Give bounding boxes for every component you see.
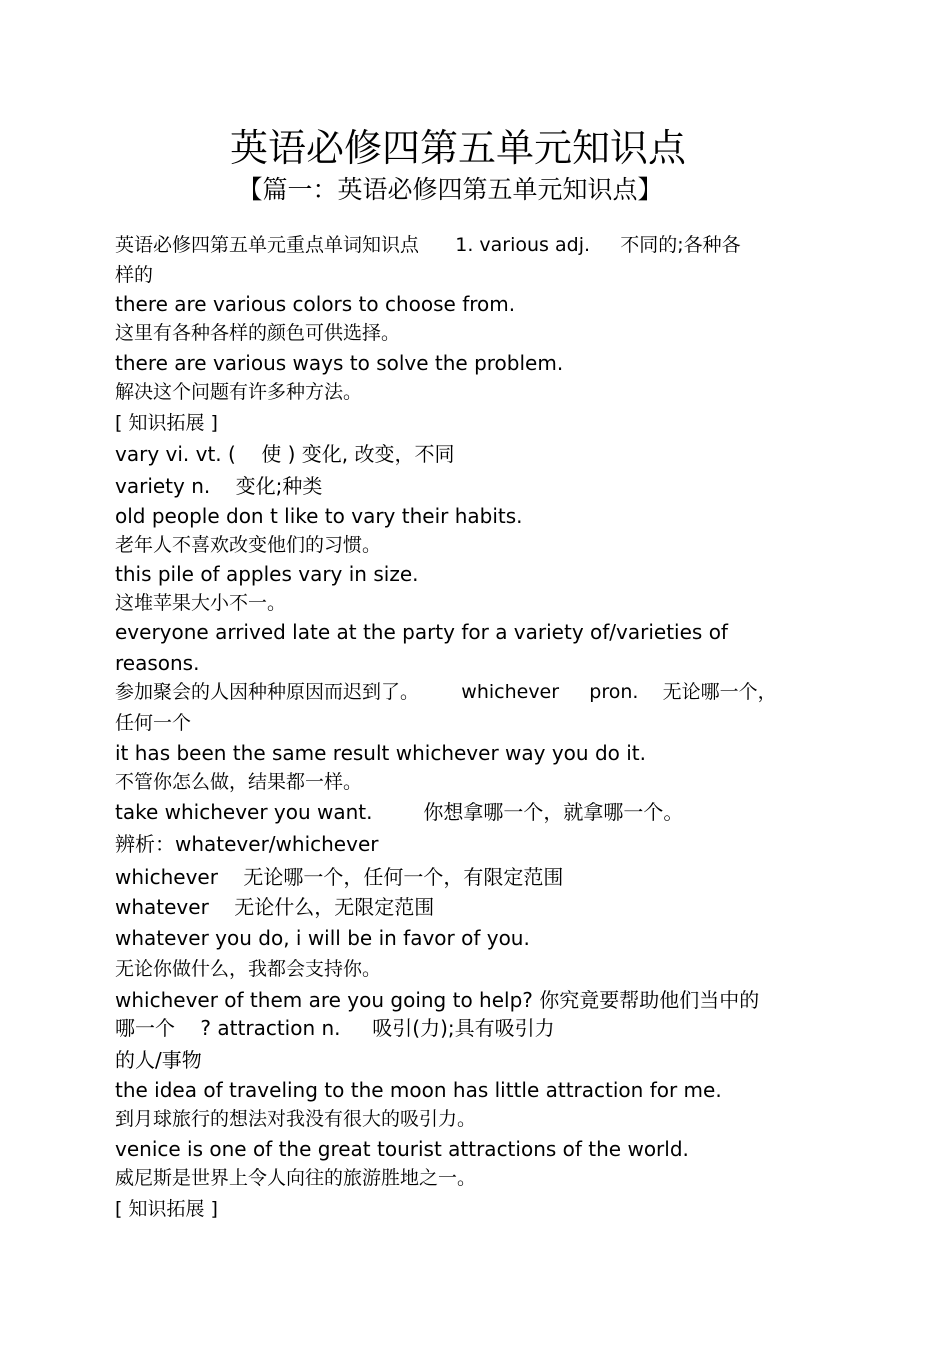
text-line: variety n. 变化;种类 (115, 474, 323, 498)
text-line: vary vi. vt. ( 使 ) 变化, 改变，不同 (115, 442, 455, 466)
text-line: 老年人不喜欢改变他们的习惯。 (115, 534, 382, 556)
text-line: everyone arrived late at the party for a variety of/varieties of (115, 620, 728, 644)
text-line: there are various ways to solve the problem. (115, 351, 564, 375)
document-title: 英语必修四第五单元知识点 (229, 126, 686, 170)
text-line: the idea of traveling to the moon has little attraction for me. (115, 1078, 722, 1102)
text-line: 的人/事物 (115, 1048, 202, 1072)
text-line: 参加聚会的人因种种原因而迟到了。 whichever pron. 无论哪一个， (115, 681, 777, 703)
text-line: it has been the same result whichever way you do it. (115, 741, 646, 765)
document-subtitle: 【篇一：英语必修四第五单元知识点】 (237, 175, 663, 204)
text-line: 样的 (115, 264, 154, 286)
text-line: this pile of apples vary in size. (115, 562, 419, 586)
text-line: whatever you do, i will be in favor of you. (115, 926, 530, 950)
text-line: 不管你怎么做，结果都一样。 (115, 771, 363, 793)
text-line: old people don t like to vary their habits. (115, 504, 523, 528)
text-line: [ 知识拓展 ] (115, 412, 218, 434)
text-line: 到月球旅行的想法对我没有很大的吸引力。 (115, 1108, 477, 1130)
text-line: 这里有各种各样的颜色可供选择。 (115, 322, 401, 344)
text-line: there are various colors to choose from. (115, 292, 516, 316)
text-line: 这堆苹果大小不一。 (115, 592, 287, 614)
text-line: 威尼斯是世界上令人向往的旅游胜地之一。 (115, 1167, 477, 1189)
text-line: 无论你做什么，我都会支持你。 (115, 958, 382, 980)
text-line: 英语必修四第五单元重点单词知识点 1. various adj. 不同的;各种各 (115, 234, 741, 256)
text-line: reasons. (115, 651, 200, 675)
text-line: whichever of them are you going to help? 你究竟要帮助他们当中的 (115, 988, 760, 1012)
text-line: whichever 无论哪一个，任何一个，有限定范围 (115, 865, 564, 889)
text-line: venice is one of the great tourist attractions of the world. (115, 1137, 689, 1161)
text-line: 辨析：whatever/whichever (115, 832, 379, 856)
text-line: 任何一个 (115, 712, 192, 734)
text-line: 哪一个 ? attraction n. 吸引(力);具有吸引力 (115, 1016, 555, 1040)
text-line: whatever 无论什么，无限定范围 (115, 895, 435, 919)
text-line: [ 知识拓展 ] (115, 1198, 218, 1220)
text-line: 解决这个问题有许多种方法。 (115, 381, 363, 403)
text-line: take whichever you want. 你想拿哪一个，就拿哪一个。 (115, 800, 684, 824)
